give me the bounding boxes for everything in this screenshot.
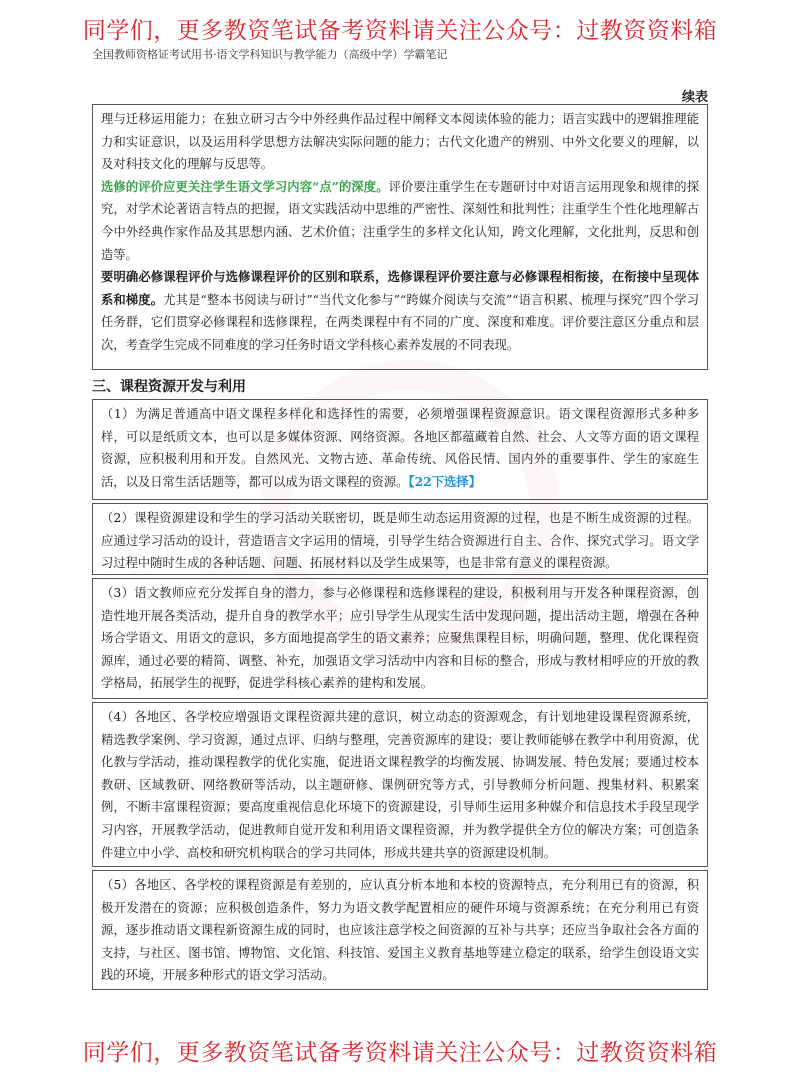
item-4-text: （4）各地区、各学校应增强语文课程资源共建的意识，树立动态的资源观念，有计划地建设课程资源系统，精选教学案例、学习资源，通过点评、归纳与整理，完善资源库的建设；要让教师能够在教学中利用资源，优化教与学活动，推动课程教学的优化实施，促进语文课程教学的均衡发展、协调发展、特色发展；要通过校本教研、区域教研、网络教研等活动，以主题研修、课例研究等方式，引导教师分析问题、搜集材料、积累案例，不断丰富课程资源；要高度重视信息化环境下的资源建设，引导师生运用多种媒介和信息技术手段呈现学习内容，开展教学活动，促进教师自觉开发和利用语文课程资源，并为教学提供全方位的解决方案；可创造条件建立中小学、高校和研究机构联合的学习共同体，形成共建共享的资源建设机制。 xyxy=(101,710,699,860)
item-box-1 xyxy=(92,399,708,500)
item-box-2 xyxy=(92,503,708,575)
paragraph-2-rest: 评价要注重学生在专题研讨中对语言运用现象和规律的探究，对学术论著语言特点的把握，语文实践活动中思维的严密性、深刻性和批判性；注重学生个性化地理解古今中外经典作家作品及其思想内涵、艺术价值；注重学生的多样文化认知，跨文化理解，文化批判，反思和创造等。 xyxy=(101,179,699,262)
item-3-text: （3）语文教师应充分发挥自身的潜力，参与必修课程和选修课程的建设，积极利用与开发各种课程资源，创造性地开展各类活动，提升自身的教学水平；应引导学生从现实生活中发现问题，提出活动主题，增强在各种场合学语文、用语文的意识，多方面地提高学生的语文素养；应聚焦课程目标，明确问题，整理、优化课程资源库，通过必要的精简、调整、补充，加强语文学习活动中内容和目标的整合，形成与教材相呼应的开放的教学格局，拓展学生的视野，促进学科核心素养的建构和发展。 xyxy=(101,586,699,691)
item-2-text: （2）课程资源建设和学生的学习活动关联密切，既是师生动态运用资源的过程，也是不断生成资源的过程。应通过学习活动的设计，营造语言文字运用的情境，引导学生结合资源进行自主、合作、探究式学习。语文学习过程中随时生成的各种话题、问题、拓展材料以及学生成果等，也是非常有意义的课程资源。 xyxy=(101,511,699,571)
paragraph-2 xyxy=(101,176,699,266)
continued-label: 续表 xyxy=(681,90,708,105)
item-box-5 xyxy=(92,870,708,990)
book-subtitle: 全国教师资格证考试用书·语文学科知识与教学能力（高级中学）学霸笔记 xyxy=(92,48,448,61)
highlight-green: 选修的评价应更关注学生语文学习内容“点”的深度。 xyxy=(101,178,389,194)
item-box-3 xyxy=(92,578,708,699)
highlight-bold: 要明确必修课程评价与选修课程评价的区别和联系，选修课程评价要注意与必修课程相衔接，在衔接中呈现体系和梯度。 xyxy=(101,269,699,307)
paragraph-3-rest: 尤其是“整本书阅读与研讨”“当代文化参与”“跨媒介阅读与交流”“语言积累、梳理与探究”四个学习任务群，它们贯穿必修课程和选修课程，在两类课程中有不同的广度、深度和难度。评价要注意区分重点和层次，考查学生完成不同难度的学习任务时语文学科核心素养发展的不同表现。 xyxy=(101,292,699,352)
paragraph-3 xyxy=(101,266,699,356)
table-continued-cell xyxy=(92,104,708,370)
item-1-text xyxy=(101,403,699,493)
exam-tag: 【22下选择】 xyxy=(408,473,481,489)
top-promo-banner: 同学们，更多教资笔试备考资料请关注公众号：过教资资料箱 xyxy=(82,18,718,44)
item-box-4 xyxy=(92,702,708,867)
paragraph-1: 理与迁移运用能力；在独立研习古今中外经典作品过程中阐释文本阅读体验的能力；语言实践中的逻辑推理能力和实证意识，以及运用科学思想方法解决实际问题的能力；古代文化遗产的辨别、中外文化要义的理解，以及对科技文化的理解与反思等。 xyxy=(101,112,699,172)
item-1-body: （1）为满足普通高中语文课程多样化和选择性的需要，必须增强课程资源意识。语文课程资源形式多种多样，可以是纸质文本，也可以是多媒体资源、网络资源。各地区都蕴藏着自然、社会、人文等方面的语文课程资源，应积极利用和开发。自然风光、文物古迹、革命传统、风俗民情、国内外的重要事件、学生的家庭生活，以及日常生活话题等，都可以成为语文课程的资源。 xyxy=(101,407,699,489)
section-heading: 三、课程资源开发与利用 xyxy=(92,379,246,395)
bottom-promo-banner: 同学们，更多教资笔试备考资料请关注公众号：过教资资料箱 xyxy=(82,1040,718,1066)
item-5-text: （5）各地区、各学校的课程资源是有差别的，应认真分析本地和本校的资源特点，充分利用已有的资源，积极开发潜在的资源；应积极创造条件，努力为语文教学配置相应的硬件环境与资源系统；在充分利用已有资源，逐步推动语文课程新资源生成的同时，也应该注意学校之间资源的互补与共享；还应当争取社会各方面的支持，与社区、图书馆、博物馆、文化馆、科技馆、爱国主义教育基地等建立稳定的联系，给学生创设语文实践的环境，开展多种形式的语文学习活动。 xyxy=(101,878,699,983)
